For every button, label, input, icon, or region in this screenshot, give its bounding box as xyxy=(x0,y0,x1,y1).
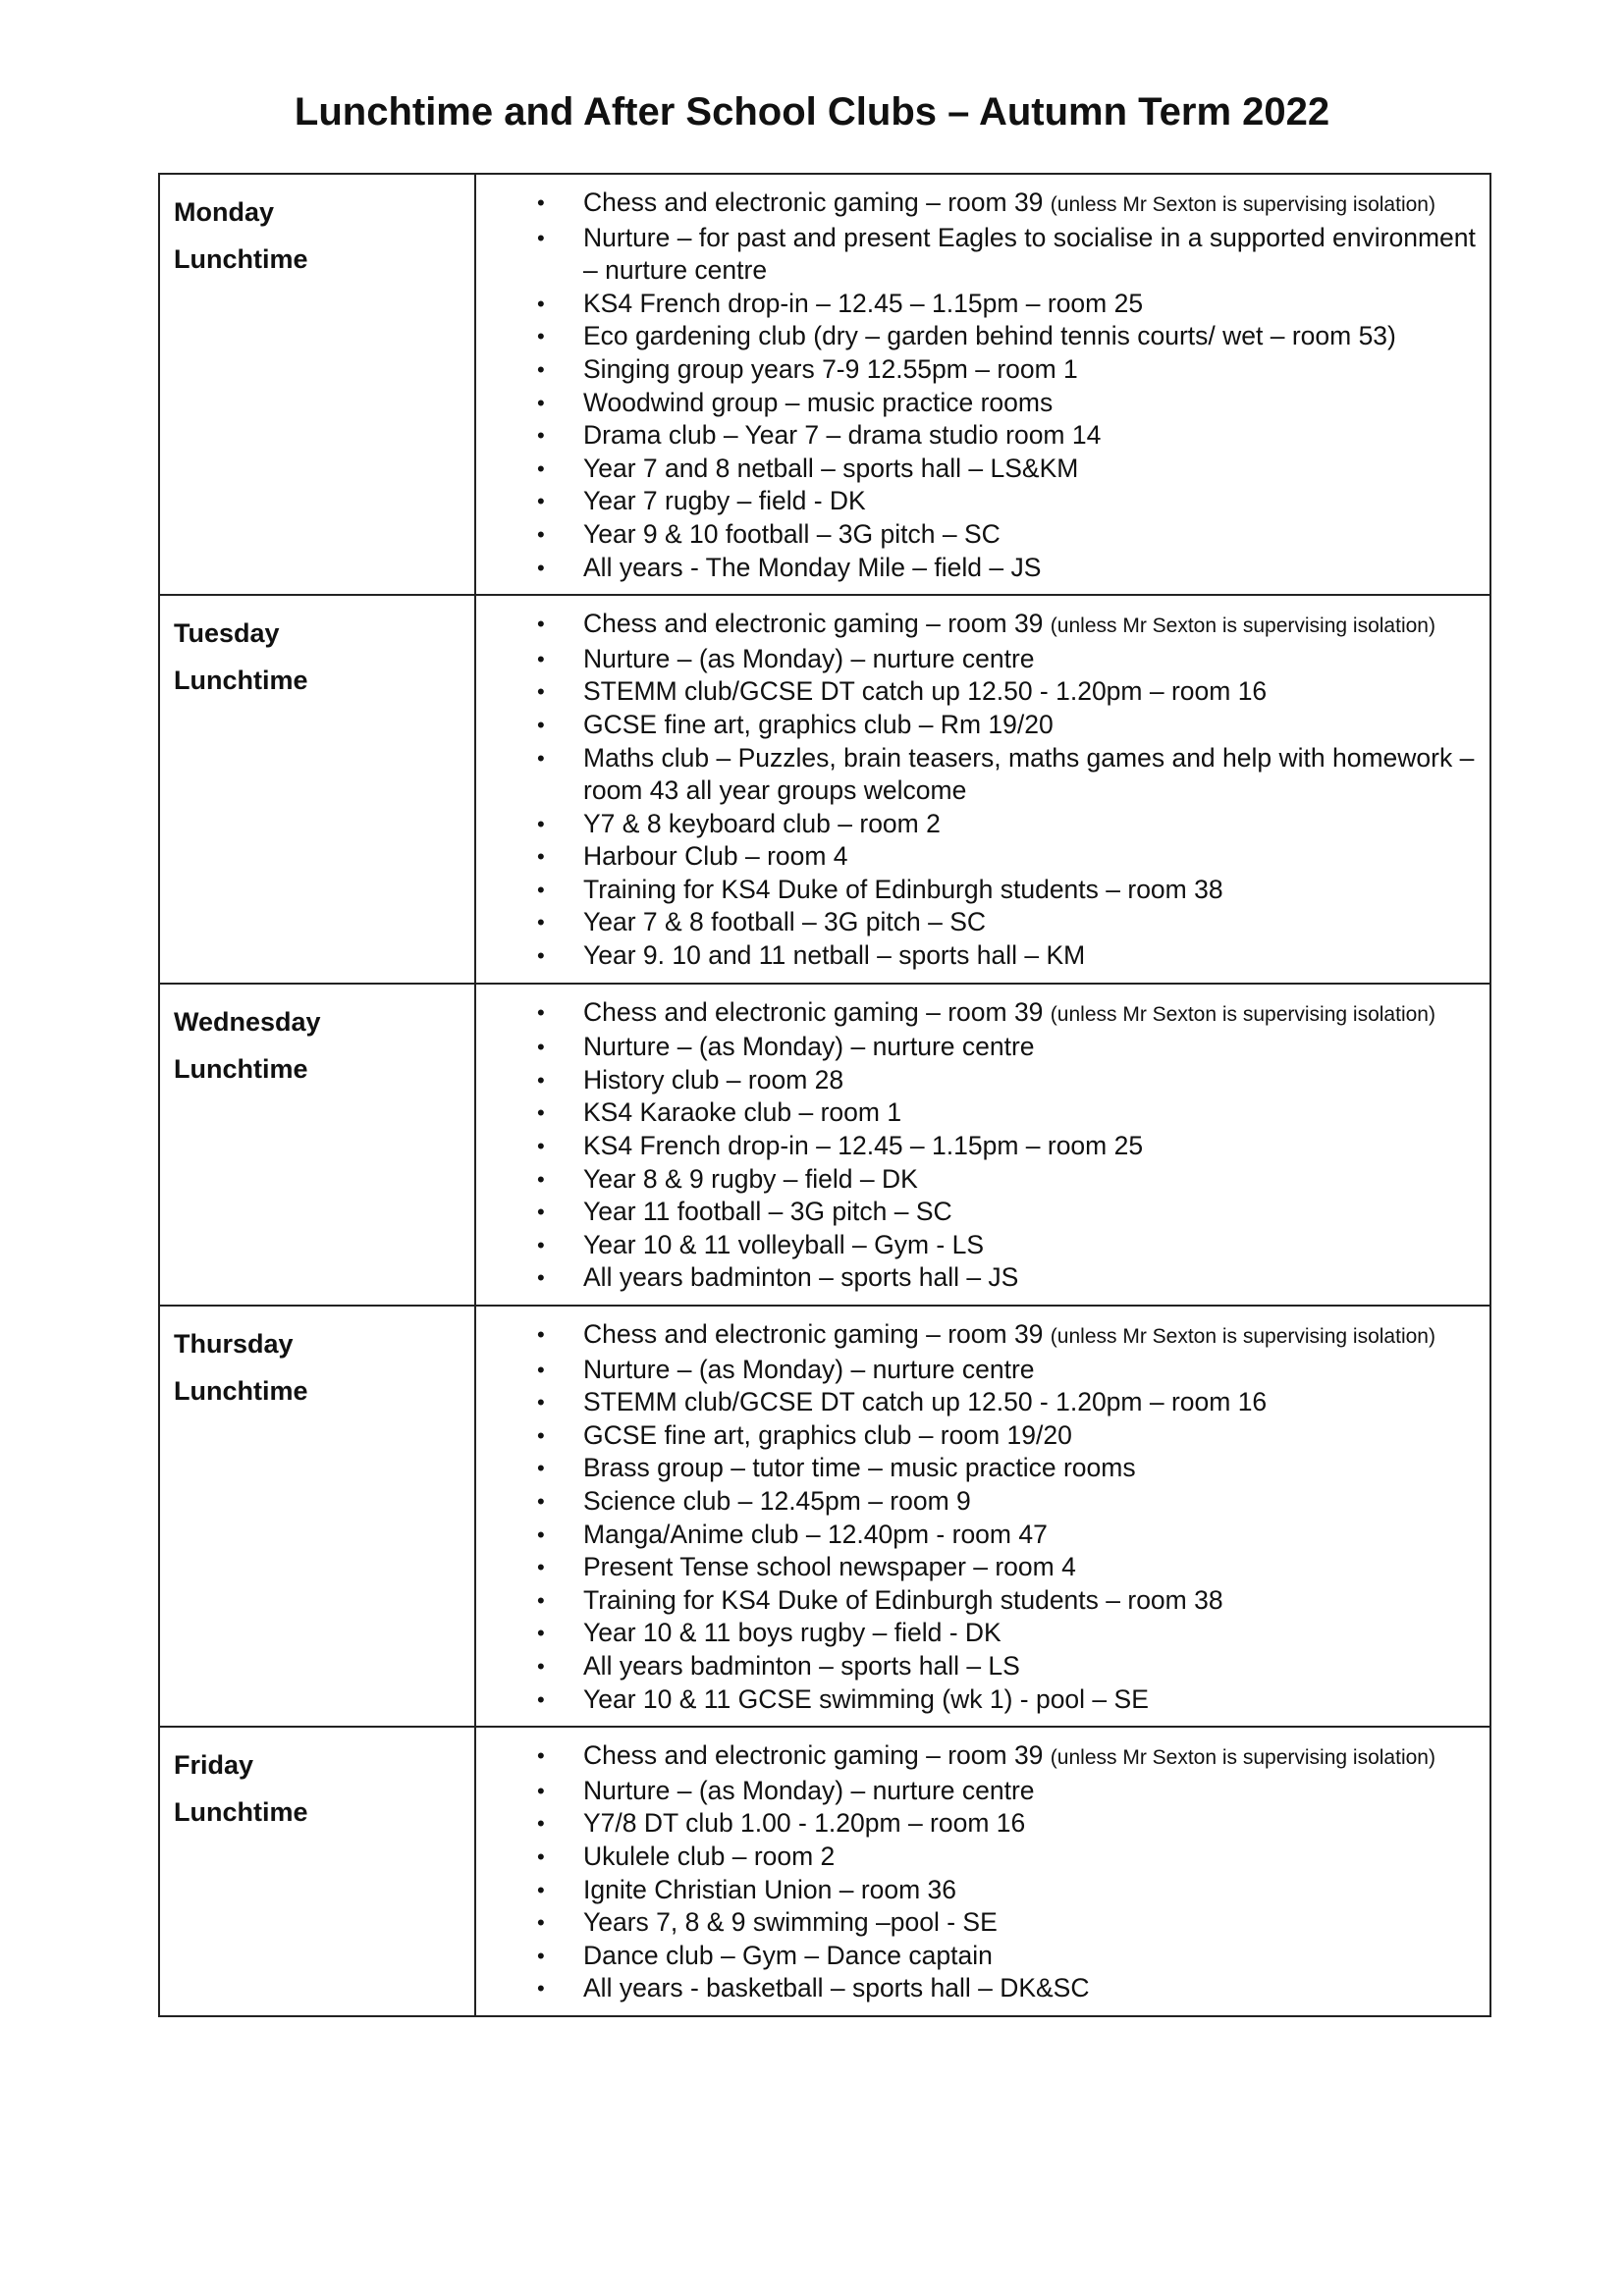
bullet-icon: • xyxy=(537,1232,545,1257)
session-label: Lunchtime xyxy=(174,666,308,696)
club-text: Nurture – for past and present Eagles to socialise in a supported environment – nurture centre xyxy=(583,222,1476,286)
club-text: Year 11 football – 3G pitch – SC xyxy=(583,1197,952,1227)
club-item xyxy=(476,874,1476,907)
bullet-icon: • xyxy=(537,1621,545,1646)
bullet-icon: • xyxy=(537,489,545,514)
club-text: Y7 & 8 keyboard club – room 2 xyxy=(583,808,941,838)
club-item xyxy=(476,1584,1476,1618)
club-item xyxy=(476,552,1476,585)
club-item xyxy=(476,1841,1476,1874)
club-item xyxy=(476,1617,1476,1650)
bullet-icon: • xyxy=(537,943,545,969)
club-item xyxy=(476,1196,1476,1229)
club-item xyxy=(476,1163,1476,1197)
bullet-icon: • xyxy=(537,1357,545,1382)
club-text: Year 7 and 8 netball – sports hall – LS&KM xyxy=(583,453,1079,483)
bullet-icon: • xyxy=(537,844,545,870)
club-text: KS4 French drop-in – 12.45 – 1.15pm – room 25 xyxy=(583,1131,1144,1161)
bullet-icon: • xyxy=(537,811,545,836)
bullet-icon: • xyxy=(537,1686,545,1712)
club-text: Maths club – Puzzles, brain teasers, maths games and help with homework – room 43 all year groups welcome xyxy=(583,742,1475,806)
club-list xyxy=(476,608,1476,973)
club-note: (unless Mr Sexton is supervising isolation) xyxy=(1050,1746,1435,1770)
bullet-icon: • xyxy=(537,1134,545,1159)
club-item xyxy=(476,939,1476,973)
club-item xyxy=(476,1906,1476,1940)
club-text: Science club – 12.45pm – room 9 xyxy=(583,1485,971,1516)
club-item xyxy=(476,1519,1476,1552)
club-item xyxy=(476,1807,1476,1841)
bullet-icon: • xyxy=(537,1522,545,1547)
club-text: Woodwind group – music practice rooms xyxy=(583,387,1054,417)
club-list xyxy=(476,996,1476,1295)
club-item xyxy=(476,1354,1476,1387)
club-text: Nurture – (as Monday) – nurture centre xyxy=(583,1354,1035,1384)
bullet-icon: • xyxy=(537,679,545,705)
club-text: Training for KS4 Duke of Edinburgh students – room 38 xyxy=(583,1584,1223,1615)
club-note: (unless Mr Sexton is supervising isolation) xyxy=(1050,1325,1435,1348)
club-note: (unless Mr Sexton is supervising isolation) xyxy=(1050,1002,1435,1026)
club-item xyxy=(476,387,1476,420)
club-text: Year 7 rugby – field - DK xyxy=(583,486,866,516)
club-text: Singing group years 7-9 12.55pm – room 1 xyxy=(583,353,1078,384)
bullet-icon: • xyxy=(537,1743,545,1769)
club-note: (unless Mr Sexton is supervising isolation) xyxy=(1050,614,1435,638)
club-item xyxy=(476,222,1476,288)
club-item xyxy=(476,1419,1476,1453)
day-row-thursday xyxy=(159,1306,1490,1727)
club-text: KS4 Karaoke club – room 1 xyxy=(583,1097,902,1128)
day-cell xyxy=(159,174,475,595)
club-text: Year 9 & 10 football – 3G pitch – SC xyxy=(583,518,1001,549)
bullet-icon: • xyxy=(537,1555,545,1580)
bullet-icon: • xyxy=(537,1067,545,1093)
bullet-icon: • xyxy=(537,555,545,580)
club-item xyxy=(476,1229,1476,1262)
club-note: (unless Mr Sexton is supervising isolation) xyxy=(1050,193,1435,216)
bullet-icon: • xyxy=(537,1322,545,1347)
club-text: Dance club – Gym – Dance captain xyxy=(583,1940,993,1970)
bullet-icon: • xyxy=(537,423,545,449)
session-label: Lunchtime xyxy=(174,1797,308,1828)
club-item xyxy=(476,840,1476,874)
club-item xyxy=(476,1064,1476,1097)
bullet-icon: • xyxy=(537,390,545,415)
session-label: Lunchtime xyxy=(174,1053,308,1084)
club-item xyxy=(476,1031,1476,1064)
day-cell xyxy=(159,1727,475,2016)
bullet-icon: • xyxy=(537,1488,545,1514)
club-text: Y7/8 DT club 1.00 - 1.20pm – room 16 xyxy=(583,1808,1026,1839)
day-name: Tuesday xyxy=(174,618,280,649)
day-row-wednesday xyxy=(159,984,1490,1306)
bullet-icon: • xyxy=(537,1035,545,1060)
club-text: GCSE fine art, graphics club – Rm 19/20 xyxy=(583,709,1054,739)
bullet-icon: • xyxy=(537,712,545,737)
club-item xyxy=(476,709,1476,742)
club-item xyxy=(476,1650,1476,1683)
club-text: Chess and electronic gaming – room 39 xyxy=(583,187,1051,217)
club-list xyxy=(476,1318,1476,1716)
club-text: Harbour Club – room 4 xyxy=(583,841,848,872)
club-text: Drama club – Year 7 – drama studio room 14 xyxy=(583,420,1102,451)
club-item xyxy=(476,453,1476,486)
bullet-icon: • xyxy=(537,1843,545,1869)
club-text: Nurture – (as Monday) – nurture centre xyxy=(583,643,1035,673)
club-text: STEMM club/GCSE DT catch up 12.50 - 1.20pm – room 16 xyxy=(583,1387,1268,1417)
bullet-icon: • xyxy=(537,1456,545,1481)
bullet-icon: • xyxy=(537,455,545,481)
bullet-icon: • xyxy=(537,1778,545,1803)
bullet-icon: • xyxy=(537,1811,545,1837)
club-text: All years badminton – sports hall – JS xyxy=(583,1262,1019,1293)
bullet-icon: • xyxy=(537,646,545,671)
club-text: Training for KS4 Duke of Edinburgh students – room 38 xyxy=(583,874,1223,904)
club-item xyxy=(476,320,1476,353)
bullet-icon: • xyxy=(537,521,545,547)
club-text: Ukulele club – room 2 xyxy=(583,1841,836,1871)
club-text: Brass group – tutor time – music practice rooms xyxy=(583,1453,1136,1483)
club-item xyxy=(476,1261,1476,1295)
bullet-icon: • xyxy=(537,324,545,349)
club-item xyxy=(476,1485,1476,1519)
clubs-cell xyxy=(475,1306,1490,1727)
club-item xyxy=(476,1739,1476,1775)
club-text: All years badminton – sports hall – LS xyxy=(583,1650,1020,1681)
bullet-icon: • xyxy=(537,1976,545,2002)
club-item xyxy=(476,1551,1476,1584)
club-text: Years 7, 8 & 9 swimming –pool - SE xyxy=(583,1907,998,1938)
club-item xyxy=(476,485,1476,518)
club-list xyxy=(476,187,1476,584)
bullet-icon: • xyxy=(537,1653,545,1679)
session-label: Lunchtime xyxy=(174,1376,308,1406)
bullet-icon: • xyxy=(537,910,545,935)
club-text: KS4 French drop-in – 12.45 – 1.15pm – room 25 xyxy=(583,288,1144,318)
club-text: History club – room 28 xyxy=(583,1064,844,1095)
club-item xyxy=(476,353,1476,387)
club-text: Chess and electronic gaming – room 39 xyxy=(583,1740,1051,1771)
session-label: Lunchtime xyxy=(174,244,308,274)
page-title: Lunchtime and After School Clubs – Autumn Term 2022 xyxy=(294,90,1330,133)
club-text: Nurture – (as Monday) – nurture centre xyxy=(583,1032,1035,1062)
club-item xyxy=(476,608,1476,643)
club-text: Nurture – (as Monday) – nurture centre xyxy=(583,1775,1035,1805)
bullet-icon: • xyxy=(537,1943,545,1968)
day-row-monday xyxy=(159,174,1490,595)
clubs-table xyxy=(158,173,1491,2017)
club-item xyxy=(476,1683,1476,1717)
club-text: Chess and electronic gaming – room 39 xyxy=(583,996,1051,1027)
bullet-icon: • xyxy=(537,745,545,771)
club-item xyxy=(476,1452,1476,1485)
club-text: GCSE fine art, graphics club – room 19/20 xyxy=(583,1419,1072,1450)
club-item xyxy=(476,1130,1476,1163)
clubs-cell xyxy=(475,595,1490,984)
bullet-icon: • xyxy=(537,291,545,316)
club-text: Chess and electronic gaming – room 39 xyxy=(583,1319,1051,1349)
club-text: Present Tense school newspaper – room 4 xyxy=(583,1552,1076,1582)
bullet-icon: • xyxy=(537,999,545,1025)
club-text: Chess and electronic gaming – room 39 xyxy=(583,609,1051,639)
day-name: Wednesday xyxy=(174,1006,321,1037)
bullet-icon: • xyxy=(537,1200,545,1225)
club-text: Year 9. 10 and 11 netball – sports hall – KM xyxy=(583,940,1086,971)
club-item xyxy=(476,742,1476,808)
bullet-icon: • xyxy=(537,1166,545,1192)
club-item xyxy=(476,1874,1476,1907)
club-item xyxy=(476,1096,1476,1130)
club-item xyxy=(476,1386,1476,1419)
day-row-friday xyxy=(159,1727,1490,2016)
club-text: Year 10 & 11 volleyball – Gym - LS xyxy=(583,1229,985,1259)
day-cell xyxy=(159,595,475,984)
day-row-tuesday xyxy=(159,595,1490,984)
bullet-icon: • xyxy=(537,1877,545,1902)
club-item xyxy=(476,643,1476,676)
bullet-icon: • xyxy=(537,612,545,637)
club-text: STEMM club/GCSE DT catch up 12.50 - 1.20pm – room 16 xyxy=(583,676,1268,707)
club-list xyxy=(476,1739,1476,2005)
club-text: Eco gardening club (dry – garden behind tennis courts/ wet – room 53) xyxy=(583,321,1396,351)
club-text: Year 10 & 11 GCSE swimming (wk 1) - pool – SE xyxy=(583,1683,1149,1714)
clubs-cell xyxy=(475,1727,1490,2016)
day-name: Thursday xyxy=(174,1329,294,1359)
club-item xyxy=(476,675,1476,709)
club-item xyxy=(476,1775,1476,1808)
club-item xyxy=(476,288,1476,321)
bullet-icon: • xyxy=(537,190,545,215)
bullet-icon: • xyxy=(537,1910,545,1936)
club-item xyxy=(476,996,1476,1032)
day-name: Friday xyxy=(174,1750,254,1781)
club-item xyxy=(476,1940,1476,1973)
club-item xyxy=(476,906,1476,939)
club-text: All years - basketball – sports hall – DK&SC xyxy=(583,1973,1090,2003)
clubs-table-body xyxy=(159,174,1490,2016)
club-item xyxy=(476,419,1476,453)
bullet-icon: • xyxy=(537,1390,545,1415)
club-item xyxy=(476,1972,1476,2005)
club-text: Year 10 & 11 boys rugby – field - DK xyxy=(583,1618,1001,1648)
club-item xyxy=(476,1318,1476,1354)
club-text: All years - The Monday Mile – field – JS xyxy=(583,552,1042,582)
club-item xyxy=(476,187,1476,222)
day-cell xyxy=(159,1306,475,1727)
bullet-icon: • xyxy=(537,877,545,902)
club-item xyxy=(476,808,1476,841)
bullet-icon: • xyxy=(537,1422,545,1448)
club-item xyxy=(476,518,1476,552)
bullet-icon: • xyxy=(537,1100,545,1126)
club-text: Year 8 & 9 rugby – field – DK xyxy=(583,1163,918,1194)
bullet-icon: • xyxy=(537,1265,545,1291)
bullet-icon: • xyxy=(537,225,545,250)
club-text: Manga/Anime club – 12.40pm - room 47 xyxy=(583,1519,1048,1549)
day-cell xyxy=(159,984,475,1306)
club-text: Ignite Christian Union – room 36 xyxy=(583,1874,957,1904)
club-text: Year 7 & 8 football – 3G pitch – SC xyxy=(583,907,987,937)
clubs-cell xyxy=(475,984,1490,1306)
clubs-cell xyxy=(475,174,1490,595)
bullet-icon: • xyxy=(537,1587,545,1613)
day-name: Monday xyxy=(174,197,275,227)
bullet-icon: • xyxy=(537,356,545,382)
